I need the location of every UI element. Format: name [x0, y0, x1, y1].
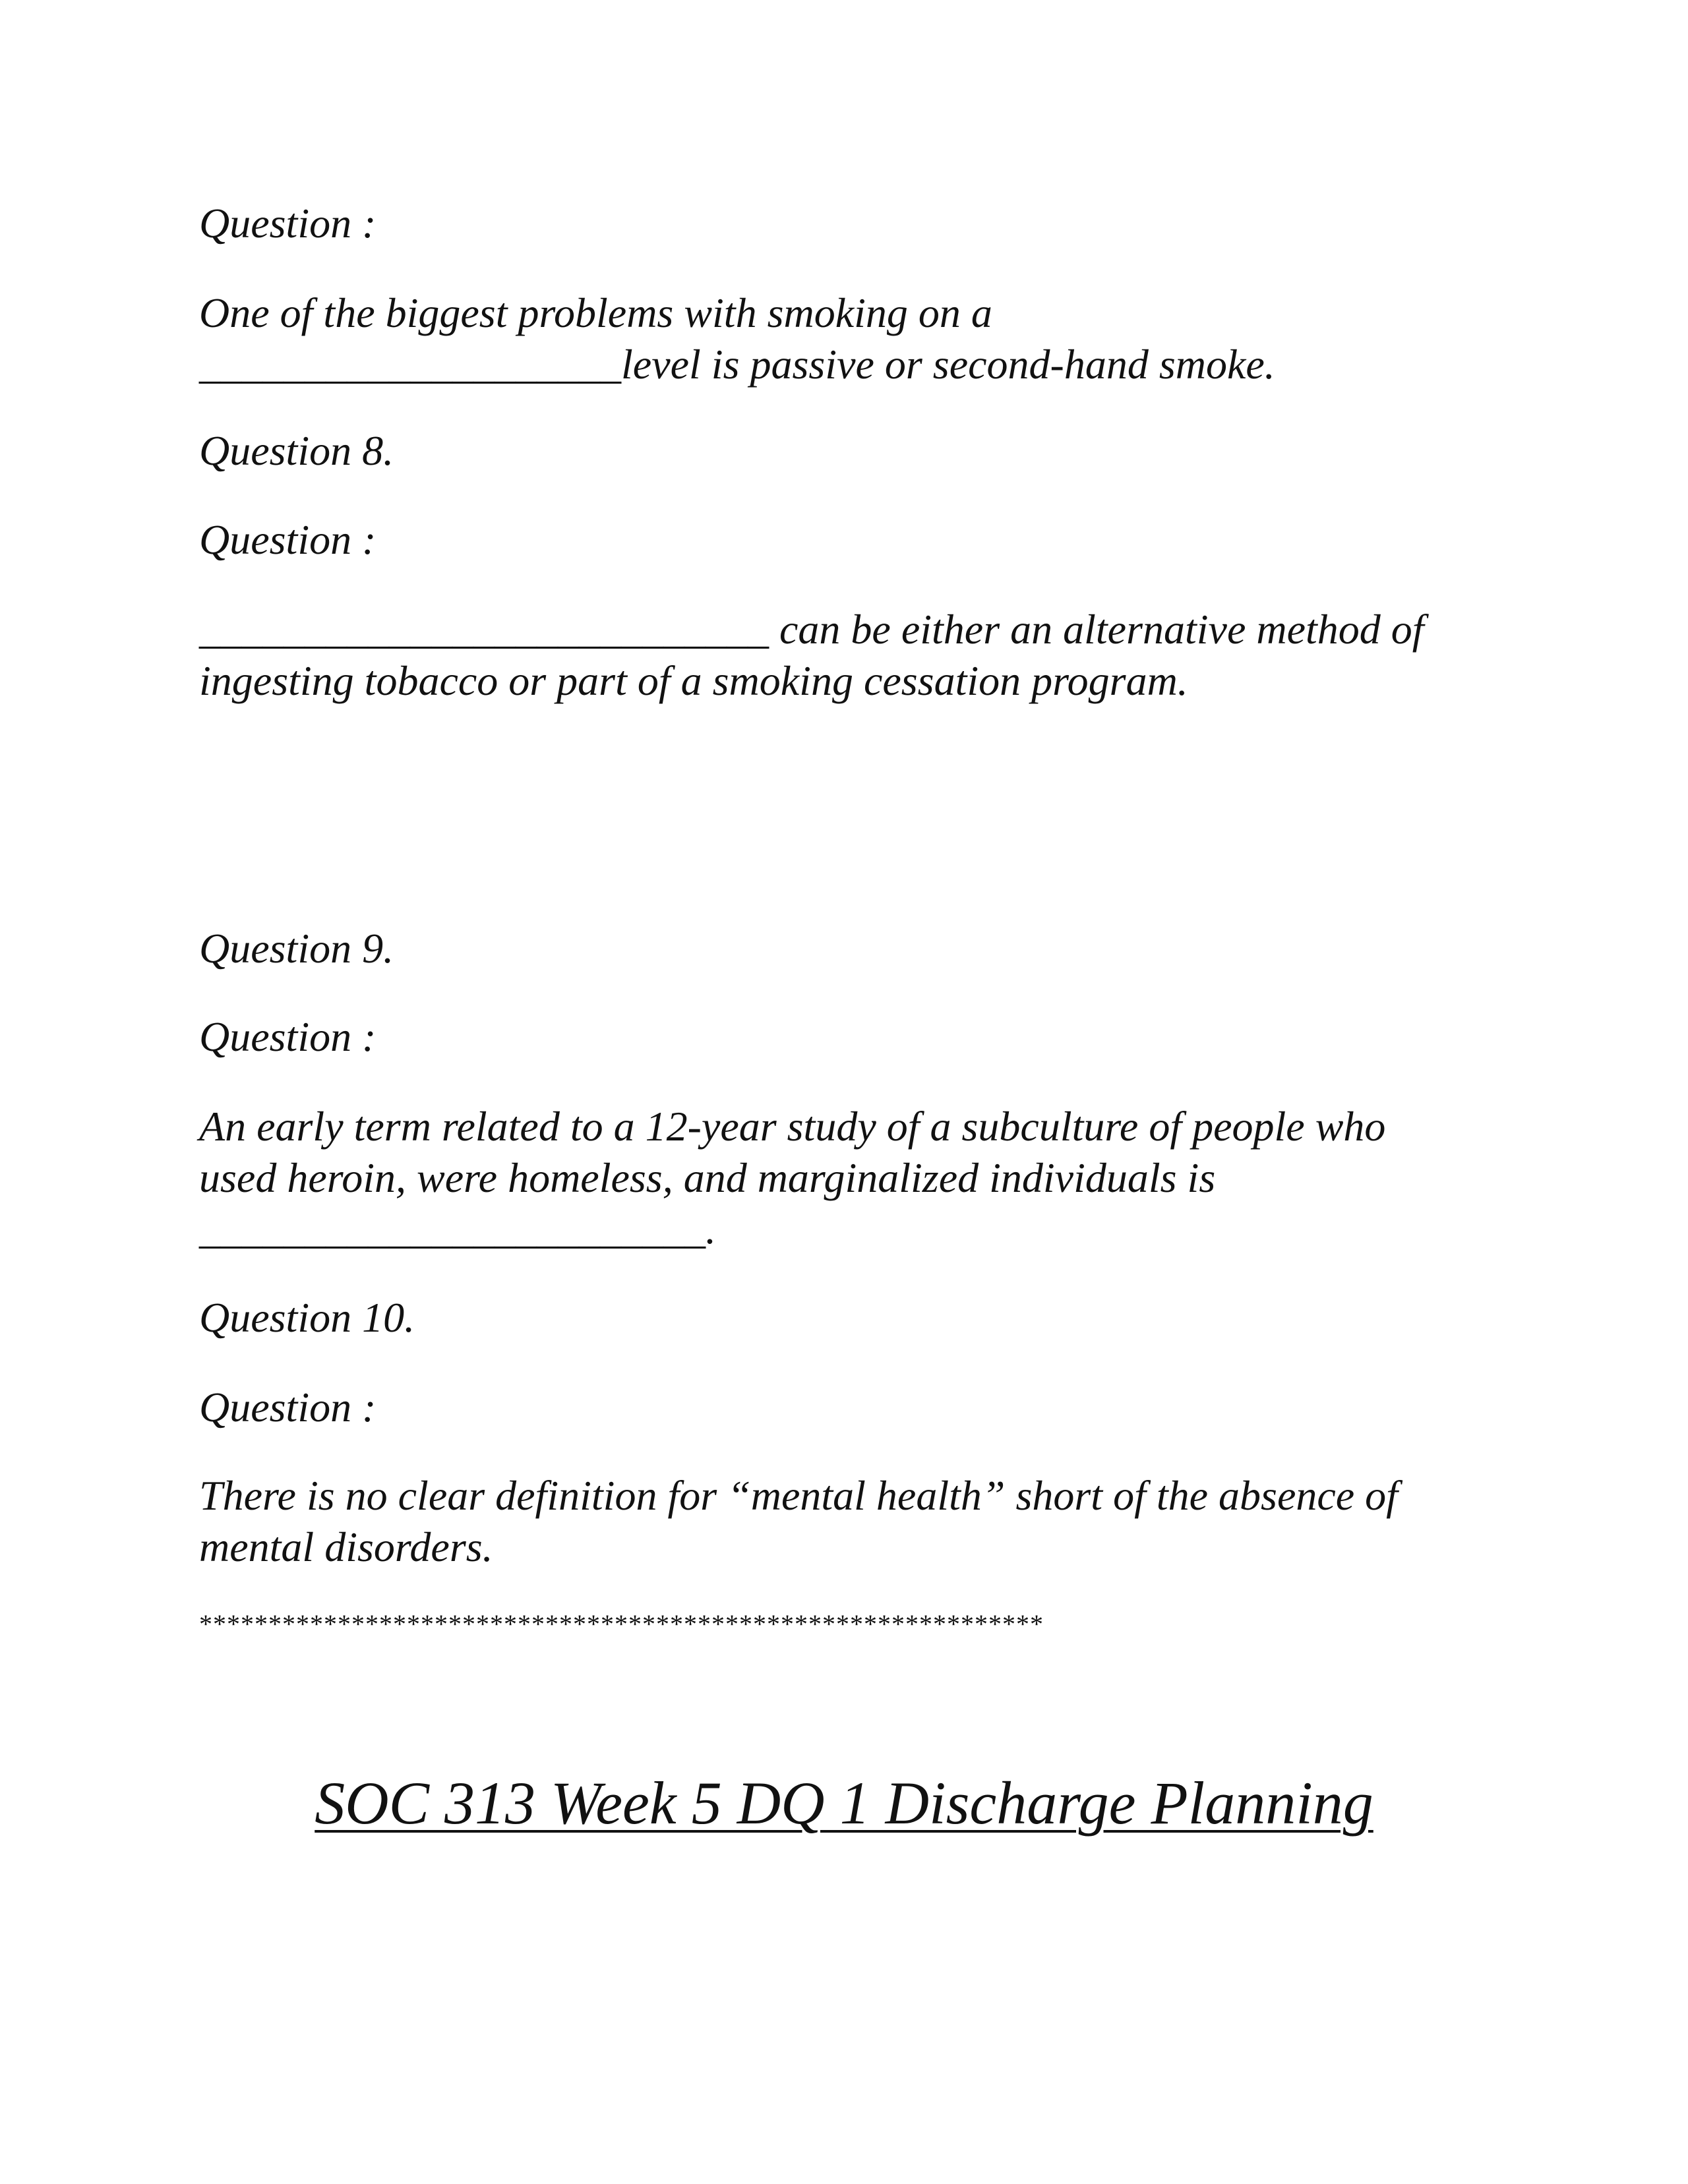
question-text-line: There is no clear definition for “mental health” short of the absence of: [199, 1472, 1398, 1519]
question-text-line: used heroin, were homeless, and marginalized individuals is: [199, 1154, 1216, 1201]
question-text-line: ____________________level is passive or second-hand smoke.: [199, 341, 1275, 388]
separator-line: *************************************************************: [199, 1609, 1044, 1639]
question-text-line: ________________________.: [199, 1206, 716, 1253]
question-number: Question 9.: [199, 925, 394, 972]
question-text-line: ___________________________ can be either an alternative method of: [199, 606, 1424, 653]
question-label: Question :: [199, 200, 377, 247]
question-label: Question :: [199, 516, 377, 563]
question-text-line: One of the biggest problems with smoking on a: [199, 289, 992, 336]
question-label: Question :: [199, 1384, 377, 1431]
question-text-line: mental disorders.: [199, 1523, 493, 1570]
question-text-line: ingesting tobacco or part of a smoking cessation program.: [199, 657, 1188, 704]
question-number: Question 10.: [199, 1294, 415, 1341]
question-label: Question :: [199, 1013, 377, 1060]
section-heading: SOC 313 Week 5 DQ 1 Discharge Planning: [315, 1769, 1373, 1837]
question-text-line: An early term related to a 12-year study of a subculture of people who: [199, 1103, 1386, 1150]
question-number: Question 8.: [199, 427, 394, 474]
